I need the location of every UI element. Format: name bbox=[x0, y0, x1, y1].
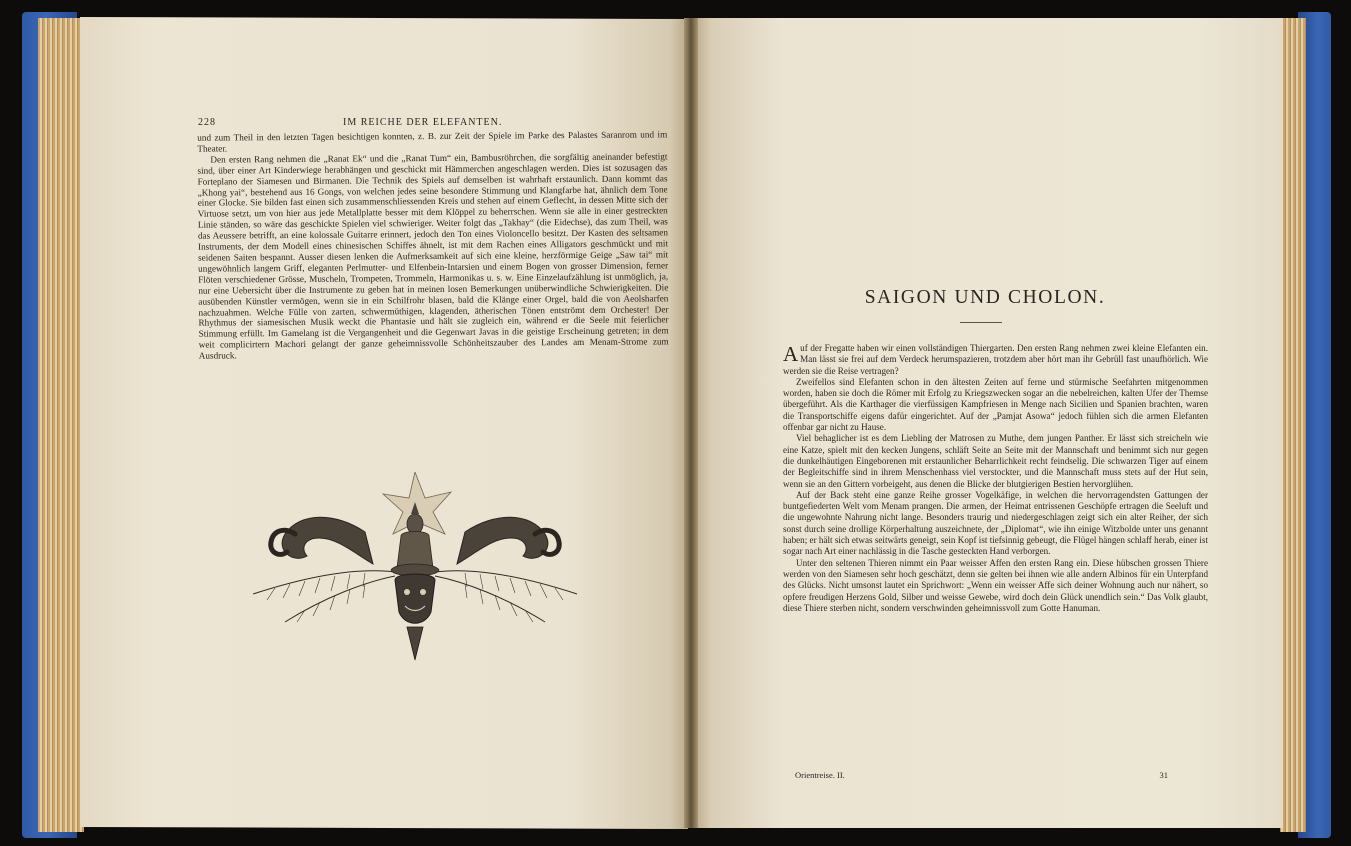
left-page-body bbox=[197, 129, 669, 361]
elephant-deity-ornament bbox=[245, 472, 585, 662]
drop-cap: A bbox=[783, 342, 799, 366]
signature-number: 31 bbox=[1159, 770, 1168, 780]
first-paragraph bbox=[783, 343, 1208, 377]
signature-label: Orientreise. II. bbox=[795, 770, 845, 780]
paragraph-text: uf der Fregatte haben wir einen vollständigen Thiergarten. Den ersten Rang nehmen zwei kleine Elefanten ein. Man lässt sie frei auf dem Verdeck herumspazieren, trotzdem aber hört man ihr Gebrüll fast unaufhörlich. Wie werden sie die Reise vertragen? bbox=[783, 343, 1208, 376]
chapter-divider bbox=[960, 322, 1002, 323]
paragraph: und zum Theil in den letzten Tagen besichtigen konnten, z. B. zur Zeit der Spiele im Parke des Palastes Saranrom und im Theater. bbox=[197, 129, 668, 154]
paragraph: Zweifellos sind Elefanten schon in den ältesten Zeiten auf ferne und stürmische Seefahrten mitgenommen worden, haben sie doch die Römer mit Erfolg zu Kriegszwecken sogar an die nebelreichen, kalten Ufer der Themse übergeführt. Als die Karthager die vierfüssigen Kampfriesen in Menge nach Sicilien und Spanien brachten, waren die Transportschiffe eigens dafür eingerichtet. Auf der „Pamjat Asowa“ jedoch fühlen sich die armen Elefanten offenbar gar nicht zu Hause. bbox=[783, 376, 1208, 433]
paragraph: Auf der Back steht eine ganze Reihe grosser Vogelkäfige, in welchen die hervorragendsten Gattungen der buntgefiederten Welt vom Menam prangen. Die armen, der Heimat entrissenen Geschöpfe ertragen die Seeluft und die ungewohnte Nahrung nicht lange. Besonders traurig und niedergeschlagen zeigt sich ein alter Reiher, der sich sonst durch seine drollige Körperhaltung auszeichnete, der „Diplomat“, wie ihn einige Witzbolde unter uns genannt haben; er hält sich etwas seitwärts geneigt, sein Kopf ist tiefsinnig gebeugt, die Flügel hängen schlaff herab, einer ist sogar nach Art einer nachlässig in die Tasche gesteckten Hand verborgen. bbox=[783, 489, 1208, 557]
book-gutter bbox=[684, 18, 698, 828]
page-edges-left bbox=[38, 18, 84, 832]
paragraph: Viel behaglicher ist es dem Liebling der Matrosen zu Muthe, dem jungen Panther. Er lässt sich streicheln wie eine Katze, spielt mit den kecken Jungens, schläft Seite an Seite mit der Mannschaft und benimmt sich nur gegen die dunkelhäutigen Eingeborenen mit erstaunlicher Beharrlichkeit recht feindselig. Die schwarzen Tiger auf einem der Begleitschiffe sind in ihrem Menschenhass viel verstockter, und die Mannschaft muss stets auf der Hut sein, wenn sie an den Gittern vorbeigeht, aus denen die Blicke der blutgierigen Bestien hervorglühen. bbox=[783, 433, 1208, 489]
running-head-title: IM REICHE DER ELEFANTEN. bbox=[343, 117, 503, 128]
paragraph: Unter den seltenen Thieren nimmt ein Paar weisser Affen den ersten Rang ein. Diese hübschen grossen Thiere werden von den Siamesen sehr hoch geschätzt, denn sie gelten bei ihnen wie alle andern Albinos für ein Unterpfand des Glücks. Nicht umsonst lautet ein Sprichwort: „Wenn ein weisser Affe sich deiner Wohnung auch nur nähert, so opfere freudigen Herzens Gold, Silber und weisse Gewebe, wird doch dein Glück unendlich sein.“ Das Volk glaubt, diese Thiere sterben nicht, sondern verschwinden geheimnissvoll zum Gotte Hanuman. bbox=[783, 557, 1208, 613]
right-page-body bbox=[783, 343, 1208, 614]
paragraph: Den ersten Rang nehmen die „Ranat Ek“ und die „Ranat Tum“ ein, Bambusröhrchen, die sorgfältig aneinander befestigt sind, über einer Art Kinderwiege herabhängen und geschickt mit Hämmerchen angeschlagen werden. Dies ist sozusagen das Forteplano der Siamesen und Birmanen. Die Technik des Spiels auf demselben ist wahrhaft erstaunlich. Dann kommt das „Khong yai“, bestehend aus 16 Gongs, von welchen jedes seine besondere Stimmung und Klangfarbe hat, ähnlich dem Tone einer Glocke. Sie bilden fast einen sich zusammenschliessenden Kreis und stehen auf einem Geflecht, in dessen Mitte sich der Virtuose setzt, um von hier aus jede Metallplatte besser mit dem Klöppel zu beherrschen. Wenn sie alle in einer gestreckten Linie ständen, so wäre das geschickte Spielen viel schwieriger. Weiter folgt das „Takhay“ (die Eidechse), das zum Theil, was das Aeussere betrifft, an eine kolossale Guitarre erinnert, jedoch den Ton eines Violoncello besitzt. Der Kasten des seltsamen Instruments, der dem Modell eines chinesischen Schiffes ähnelt, ist mit dem Rachen eines Alligators geschmückt und mit seidenen Saiten bespannt. Ausser diesen lenken die Aufmerksamkeit auf sich eine kleine, herzförmige Geige „Saw tai“ mit ungewöhnlich langem Griff, eleganten Perlmutter- und Elfenbein-Intarsien und einem Bogen von grosser Dimension, ferner Flöten verschiedener Grösse, Muscheln, Trompeten, Trommeln, Harmonikas u. s. w. Eine Einzelaufzählung ist unmöglich, ja, nur eine Uebersicht über die Instrumente zu geben hat in meinen losen Bemerkungen unüberwindliche Schwierigkeiten. Die ausübenden Künstler vermögen, wenn sie in ein Schilfrohr blasen, bald die Klänge einer Orgel, bald die von Aeolsharfen nachzuahmen. Welche Fülle von zarten, schwermüthigen, klagenden, ätherischen Tönen entströmt dem Orchester! Der Rhythmus der siamesischen Musik weckt die Phantasie und hält sie zugleich ein, während er die Seele mit feierlicher Stimmung erfüllt. Im Gamelang ist die Vergangenheit und die Gegenwart Javas in die geistige Erscheinung getreten; in dem weit complicirtern Machori gelangt der ganze geheimnissvolle Schönheitszauber des Landes am Menam-Strome zum Ausdruck. bbox=[197, 151, 669, 361]
page-number: 228 bbox=[198, 117, 216, 128]
page-edges-right bbox=[1280, 18, 1306, 832]
chapter-title: SAIGON UND CHOLON. bbox=[864, 287, 1106, 308]
